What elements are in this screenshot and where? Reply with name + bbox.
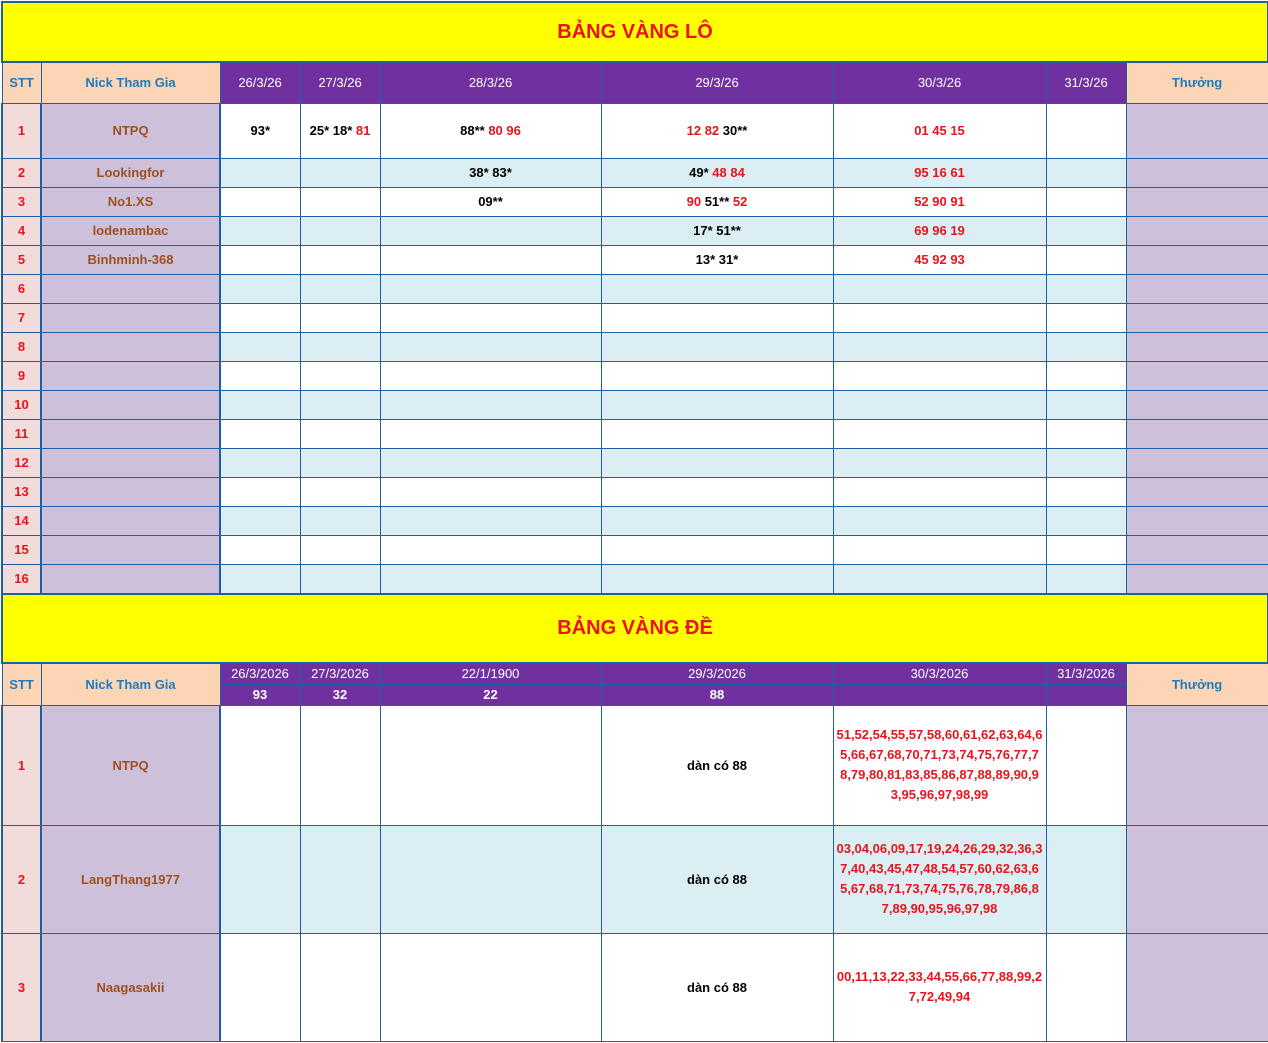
row-cell-d30 (833, 933, 1046, 1041)
row-reward (1126, 245, 1268, 274)
row-cell (1046, 332, 1126, 361)
row-cell (833, 158, 1046, 187)
row-cell (380, 274, 601, 303)
row-cell-d30 (833, 705, 1046, 825)
row-cell (220, 705, 300, 825)
row-cell (1046, 187, 1126, 216)
row-nick (41, 419, 220, 448)
number-segment: 09** (478, 194, 503, 209)
row-reward (1126, 187, 1268, 216)
row-cell (601, 274, 833, 303)
de-header-date-1: 26/3/2026 (220, 663, 300, 684)
row-cell (601, 245, 833, 274)
de-header-date-6: 31/3/2026 (1046, 663, 1126, 684)
row-cell (300, 535, 380, 564)
table-row (2, 187, 1268, 216)
number-segment: 01 45 15 (914, 123, 965, 138)
row-cell (601, 390, 833, 419)
row-stt: 3 (2, 933, 41, 1041)
row-cell (1046, 303, 1126, 332)
row-cell (300, 448, 380, 477)
row-cell (220, 506, 300, 535)
row-cell (220, 448, 300, 477)
number-list: 51,52,54,55,57,58,60,61,62,63,64,65,66,67,68,70,71,73,74,75,76,77,78,79,80,81,83,85,86,87,88,89,90,93,95,96,97,98,99 (836, 727, 1043, 802)
row-cell (601, 158, 833, 187)
row-cell (833, 103, 1046, 158)
row-cell (833, 419, 1046, 448)
row-cell (380, 506, 601, 535)
de-header-date-3: 22/1/1900 (380, 663, 601, 684)
row-reward (1126, 103, 1268, 158)
row-reward (1126, 705, 1268, 825)
row-cell (1046, 390, 1126, 419)
row-cell (300, 274, 380, 303)
row-nick (41, 303, 220, 332)
de-result-2: 32 (300, 684, 380, 705)
table-row (2, 448, 1268, 477)
number-segment: 49* (689, 165, 713, 180)
row-cell (601, 303, 833, 332)
row-cell (300, 825, 380, 933)
row-stt: 2 (2, 158, 41, 187)
row-cell (220, 933, 300, 1041)
row-reward (1126, 419, 1268, 448)
de-header-date-5: 30/3/2026 (833, 663, 1046, 684)
row-cell (300, 564, 380, 593)
row-cell (300, 506, 380, 535)
table-row (2, 103, 1268, 158)
row-cell (220, 825, 300, 933)
row-nick (41, 361, 220, 390)
table-row (2, 419, 1268, 448)
row-cell (300, 390, 380, 419)
lo-header-stt: STT (2, 62, 41, 103)
lo-header-date-5: 30/3/26 (833, 62, 1046, 103)
row-reward (1126, 825, 1268, 933)
lo-header-reward: Thưởng (1126, 62, 1268, 103)
row-reward (1126, 274, 1268, 303)
row-cell (601, 564, 833, 593)
row-cell (1046, 158, 1126, 187)
row-stt: 4 (2, 216, 41, 245)
row-cell (1046, 216, 1126, 245)
row-cell (1046, 705, 1126, 825)
table-row (2, 705, 1268, 825)
number-segment: 90 (686, 194, 705, 209)
row-stt: 1 (2, 705, 41, 825)
lo-header-nick: Nick Tham Gia (41, 62, 220, 103)
row-cell (380, 245, 601, 274)
row-stt: 2 (2, 825, 41, 933)
row-cell (1046, 564, 1126, 593)
row-nick: NTPQ (41, 705, 220, 825)
row-cell (380, 158, 601, 187)
number-list: 03,04,06,09,17,19,24,26,29,32,36,37,40,43,45,47,48,54,57,60,62,63,65,67,68,71,73,74,75,76,78,79,86,87,89,90,95,96,97,98 (836, 841, 1043, 916)
row-nick (41, 506, 220, 535)
row-cell (220, 332, 300, 361)
row-stt: 10 (2, 390, 41, 419)
number-segment: 88** (460, 123, 489, 138)
row-cell (300, 187, 380, 216)
row-stt: 8 (2, 332, 41, 361)
table-row (2, 506, 1268, 535)
row-cell (380, 390, 601, 419)
row-nick: No1.XS (41, 187, 220, 216)
row-cell (833, 274, 1046, 303)
row-cell (833, 332, 1046, 361)
de-header-reward: Thưởng (1126, 663, 1268, 705)
row-stt: 15 (2, 535, 41, 564)
row-cell (1046, 361, 1126, 390)
de-header-stt: STT (2, 663, 41, 705)
row-cell (220, 564, 300, 593)
de-table (1, 593, 1268, 1042)
de-header-date-2: 27/3/2026 (300, 663, 380, 684)
lo-title: BẢNG VÀNG LÔ (2, 2, 1268, 62)
row-cell (1046, 535, 1126, 564)
row-cell (833, 390, 1046, 419)
number-list: 00,11,13,22,33,44,55,66,77,88,99,27,72,49,94 (836, 969, 1043, 1004)
row-cell (300, 705, 380, 825)
row-cell (220, 303, 300, 332)
table-row (2, 274, 1268, 303)
row-reward (1126, 361, 1268, 390)
table-row (2, 361, 1268, 390)
row-cell (220, 535, 300, 564)
number-segment: 52 (732, 194, 748, 209)
row-stt: 13 (2, 477, 41, 506)
lo-header-date-6: 31/3/26 (1046, 62, 1126, 103)
row-cell (601, 216, 833, 245)
table-row (2, 477, 1268, 506)
lo-header-date-3: 28/3/26 (380, 62, 601, 103)
row-cell (220, 187, 300, 216)
row-reward (1126, 332, 1268, 361)
row-stt: 16 (2, 564, 41, 593)
row-cell (601, 361, 833, 390)
number-segment: 80 96 (488, 123, 521, 138)
row-cell (601, 535, 833, 564)
row-nick (41, 564, 220, 593)
table-row (2, 933, 1268, 1041)
row-nick: NTPQ (41, 103, 220, 158)
number-segment: 93* (250, 123, 271, 138)
table-row (2, 303, 1268, 332)
row-stt: 3 (2, 187, 41, 216)
de-header-date-4: 29/3/2026 (601, 663, 833, 684)
row-stt: 5 (2, 245, 41, 274)
row-cell-d30 (833, 825, 1046, 933)
row-cell (300, 158, 380, 187)
row-cell (220, 103, 300, 158)
row-cell (1046, 274, 1126, 303)
row-nick: Lookingfor (41, 158, 220, 187)
row-cell (220, 158, 300, 187)
row-cell (601, 332, 833, 361)
number-segment: 52 90 91 (914, 194, 965, 209)
row-reward (1126, 303, 1268, 332)
row-cell (833, 216, 1046, 245)
row-nick (41, 274, 220, 303)
table-row (2, 216, 1268, 245)
row-nick (41, 477, 220, 506)
row-nick: Binhminh-368 (41, 245, 220, 274)
number-segment: 38* 83* (469, 165, 512, 180)
row-cell (1046, 103, 1126, 158)
row-reward (1126, 448, 1268, 477)
number-segment: 81 (355, 123, 371, 138)
row-cell (1046, 448, 1126, 477)
de-result-3: 22 (380, 684, 601, 705)
row-stt: 11 (2, 419, 41, 448)
row-cell (833, 564, 1046, 593)
row-cell (833, 303, 1046, 332)
row-cell (300, 332, 380, 361)
row-nick (41, 535, 220, 564)
number-segment: 95 16 61 (914, 165, 965, 180)
row-nick (41, 332, 220, 361)
row-cell (380, 216, 601, 245)
number-segment: 51** (704, 194, 733, 209)
table-row (2, 535, 1268, 564)
row-cell (380, 361, 601, 390)
row-cell (833, 506, 1046, 535)
row-reward (1126, 506, 1268, 535)
row-nick: Naagasakii (41, 933, 220, 1041)
row-cell (833, 245, 1046, 274)
row-cell (1046, 933, 1126, 1041)
number-segment: 45 92 93 (914, 252, 965, 267)
row-cell (380, 477, 601, 506)
row-cell (300, 477, 380, 506)
row-nick (41, 390, 220, 419)
row-cell (220, 245, 300, 274)
row-cell (380, 564, 601, 593)
row-cell (300, 419, 380, 448)
number-segment: 25* 18* (309, 123, 356, 138)
row-cell (380, 933, 601, 1041)
row-cell (300, 103, 380, 158)
row-cell (1046, 245, 1126, 274)
row-cell (833, 477, 1046, 506)
de-result-6 (1046, 684, 1126, 705)
row-cell (380, 303, 601, 332)
row-cell (380, 535, 601, 564)
row-cell (220, 477, 300, 506)
row-cell (220, 216, 300, 245)
row-stt: 14 (2, 506, 41, 535)
row-cell (300, 303, 380, 332)
row-reward (1126, 933, 1268, 1041)
table-row (2, 245, 1268, 274)
row-stt: 12 (2, 448, 41, 477)
row-reward (1126, 535, 1268, 564)
row-nick: LangThang1977 (41, 825, 220, 933)
row-cell (380, 187, 601, 216)
row-cell (601, 187, 833, 216)
row-reward (1126, 158, 1268, 187)
row-nick: lodenambac (41, 216, 220, 245)
row-cell (601, 477, 833, 506)
row-stt: 6 (2, 274, 41, 303)
row-cell (833, 448, 1046, 477)
row-nick (41, 448, 220, 477)
row-cell (601, 506, 833, 535)
lo-header-date-2: 27/3/26 (300, 62, 380, 103)
number-segment: 17* 51** (693, 223, 741, 238)
row-cell (601, 448, 833, 477)
lo-table (1, 1, 1268, 594)
row-cell (601, 419, 833, 448)
row-stt: 7 (2, 303, 41, 332)
number-segment: 13* 31* (695, 252, 739, 267)
table-row (2, 158, 1268, 187)
row-cell (380, 103, 601, 158)
lo-header-date-4: 29/3/26 (601, 62, 833, 103)
row-cell (380, 332, 601, 361)
table-row (2, 390, 1268, 419)
row-cell (833, 361, 1046, 390)
row-cell (380, 419, 601, 448)
de-title: BẢNG VÀNG ĐỀ (2, 594, 1268, 663)
row-cell (220, 274, 300, 303)
row-cell (1046, 477, 1126, 506)
row-cell (300, 361, 380, 390)
row-cell (220, 390, 300, 419)
row-cell (1046, 825, 1126, 933)
de-body (2, 705, 1268, 1041)
de-result-5 (833, 684, 1046, 705)
number-segment: 12 82 (686, 123, 723, 138)
row-stt: 9 (2, 361, 41, 390)
row-reward (1126, 477, 1268, 506)
number-segment: 30** (722, 123, 748, 138)
row-cell (601, 103, 833, 158)
row-cell (1046, 419, 1126, 448)
row-cell (220, 419, 300, 448)
row-cell (300, 245, 380, 274)
row-cell-d29: dàn có 88 (601, 705, 833, 825)
de-header-nick: Nick Tham Gia (41, 663, 220, 705)
de-result-1: 93 (220, 684, 300, 705)
number-segment: 48 84 (712, 165, 745, 180)
row-cell (833, 187, 1046, 216)
row-cell (833, 535, 1046, 564)
table-row (2, 825, 1268, 933)
row-cell (1046, 506, 1126, 535)
row-cell-d29: dàn có 88 (601, 933, 833, 1041)
row-stt: 1 (2, 103, 41, 158)
row-cell-d29: dàn có 88 (601, 825, 833, 933)
de-result-4: 88 (601, 684, 833, 705)
row-reward (1126, 564, 1268, 593)
row-reward (1126, 390, 1268, 419)
row-cell (380, 825, 601, 933)
row-cell (300, 216, 380, 245)
table-row (2, 564, 1268, 593)
table-row (2, 332, 1268, 361)
lo-body (2, 103, 1268, 593)
number-segment: 69 96 19 (914, 223, 965, 238)
row-cell (380, 705, 601, 825)
row-cell (220, 361, 300, 390)
row-cell (300, 933, 380, 1041)
row-cell (380, 448, 601, 477)
row-reward (1126, 216, 1268, 245)
lo-header-date-1: 26/3/26 (220, 62, 300, 103)
